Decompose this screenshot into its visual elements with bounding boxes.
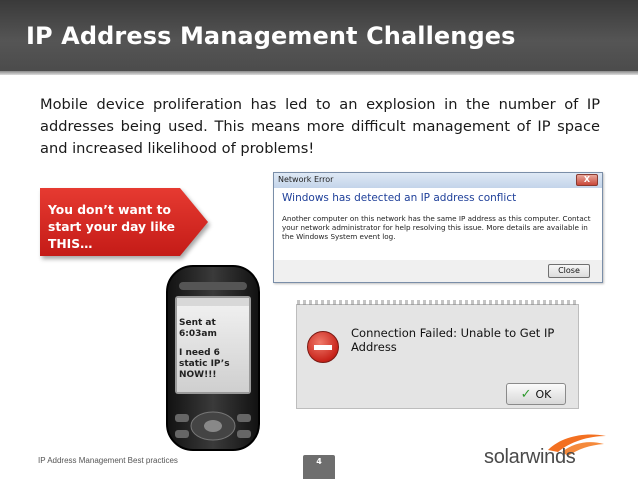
phone-message [179,318,249,381]
ok-button-label: OK [535,387,552,401]
close-icon[interactable]: X [576,174,598,186]
dialog-message: Another computer on this network has the same IP address as this computer. Contact your network administrator for help resolving this issue. More details are available in the Windows System event log. [282,214,591,241]
close-button[interactable]: Close [548,264,590,278]
title-bar [0,0,638,75]
logo-text: solarwinds [484,446,576,468]
page-number: 4 [303,455,335,479]
callout-text: You don’t want to start your day like THIS… [48,203,175,251]
dialog-body [274,188,602,260]
checkmark-icon: ✓ [520,386,532,402]
ok-button[interactable] [506,383,566,405]
error-icon [307,331,339,363]
slide-title: IP Address Management Challenges [26,22,516,50]
network-error-dialog [273,172,603,283]
solarwinds-logo [470,430,610,470]
dialog-titlebar [274,173,602,188]
footer-text: IP Address Management Best practices [38,456,178,465]
dialog-title: Network Error [278,175,334,184]
callout-arrow [40,186,210,258]
dialog-footer [274,260,602,282]
phone-message-text: I need 6 static IP’s NOW!!! [179,348,230,380]
connection-error-message: Connection Failed: Unable to Get IP Address [351,326,555,354]
phone-image [165,264,261,452]
connection-failed-dialog [296,304,579,409]
phone-sent-time: Sent at 6:03am [179,318,217,339]
intro-paragraph: Mobile device proliferation has led to an explosion in the number of IP addresses being used. This means more difficult management of IP space and increased likelihood of problems! [40,96,600,157]
dialog-heading: Windows has detected an IP address conflict [282,192,517,204]
